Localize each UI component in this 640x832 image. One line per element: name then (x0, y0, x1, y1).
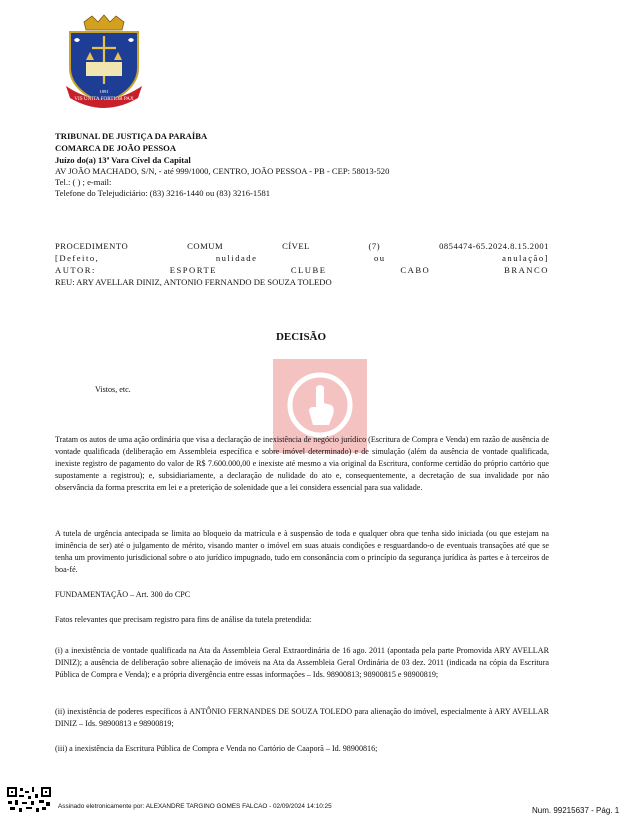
court-seal (64, 14, 144, 114)
paragraph-facts-intro: Fatos relevantes que precisam registro para fins de análise da tutela pretendida: (55, 615, 312, 624)
qr-code (6, 786, 52, 832)
telejudiciario-phone: Telefone do Telejudiciário: (83) 3216-1440 ou (83) 3216-1581 (55, 188, 271, 198)
vistos-text: Vistos, etc. (95, 385, 131, 394)
district-name: COMARCA DE JOÃO PESSOA (55, 143, 177, 153)
signature-footer: Assinado eletronicamente por: ALEXANDRE TARGINO GOMES FALCAO - 02/09/2024 14:10:25 (58, 803, 332, 810)
case-defendant-line: REU: ARY AVELLAR DINIZ, ANTONIO FERNANDO DE SOUZA TOLEDO (55, 277, 332, 287)
case-procedure-line: PROCEDIMENTO COMUM CÍVEL (7) 0854474-65.2024.8.15.2001 (55, 241, 549, 251)
seal-motto: VIS UNITA FORTIOR PAX (74, 96, 134, 102)
paragraph-fact-ii: (ii) inexistência de poderes específicos à ANTÔNIO FERNANDES DE SOUZA TOLEDO para alienação do imóvel, especialmente à ARY AVELLAR DINIZ – Ids. 98900813 e 98900819; (55, 707, 549, 728)
court-name: TRIBUNAL DE JUSTIÇA DA PARAÍBA (55, 131, 208, 141)
fundamentacao-heading: FUNDAMENTAÇÃO – Art. 300 do CPC (55, 590, 191, 599)
case-plaintiff-line: AUTOR: ESPORTE CLUBE CABO BRANCO (55, 265, 549, 275)
page-number: Num. 99215637 - Pág. 1 (532, 806, 620, 815)
document-title: DECISÃO (275, 331, 327, 343)
paragraph-summary: Tratam os autos de uma ação ordinária que visa a declaração de inexistência de negócio jurídico (Escritura de Compra e Venda) em razão de ausência de vontade qualificada (deliberação em Assembleia específica e sobre imóvel determinado) e de simulação (além da ausência de vontade qualificada, inexiste registro de pagamento do valor de R$ 7.600.000,00 e inexiste até mesmo a via original da Escritura, conforme certidão do próprio cartório que supostamente a registrou); e, subsidiariamente, a declaração de nulidade do ato e, consequentemente, a decretação de sua invalidade por não observância da forma prescrita em lei e a preterição de solenidade que a lei considera essencial para sua validade. (55, 435, 549, 492)
paragraph-fact-iii: (iii) a inexistência da Escritura Pública de Compra e Venda no Cartório de Caaporã – Id. 98900816; (55, 744, 378, 753)
paragraph-fact-i: (i) a inexistência de vontade qualificada na Ata da Assembleia Geral Extraordinária de 16 ago. 2011 (apontada pela parte Promovida ARY AVELLAR DINIZ); a ausência de deliberação sobre alienação de imóveis na Ata da Assembleia Geral Ordinária de 03 dez. 2011 (indicada na cópia da Escritura Pública de Compra e Venda); e a própria divergência entre essas informações – Ids. 98900813; 98900815 e 98900819; (55, 646, 549, 679)
court-unit: Juízo do(a) 13ª Vara Cível da Capital (55, 155, 191, 165)
case-subject-line: [Defeito, nulidade ou anulação] (55, 253, 550, 263)
court-address: AV JOÃO MACHADO, S/N, - até 999/1000, CENTRO, JOÃO PESSOA - PB - CEP: 58013-520 (55, 166, 390, 176)
court-contact: Tel.: ( ) ; e-mail: (55, 177, 112, 187)
paragraph-urgency: A tutela de urgência antecipada se limita ao bloqueio da matrícula e à suspensão de toda e qualquer obra que tenha sido iniciada (ou que estejam na iminência de ser) até o julgamento de mérito, visando manter o imóvel em suas atuais condições e resguardando-o de eventuais transações até que se tenha um provimento jurisdicional sobre o ato jurídico impugnado, tudo em consonância com o princípio da segurança jurídica às partes e à terceiros de boa-fé. (55, 529, 549, 574)
seal-year: 1891 (99, 89, 109, 94)
